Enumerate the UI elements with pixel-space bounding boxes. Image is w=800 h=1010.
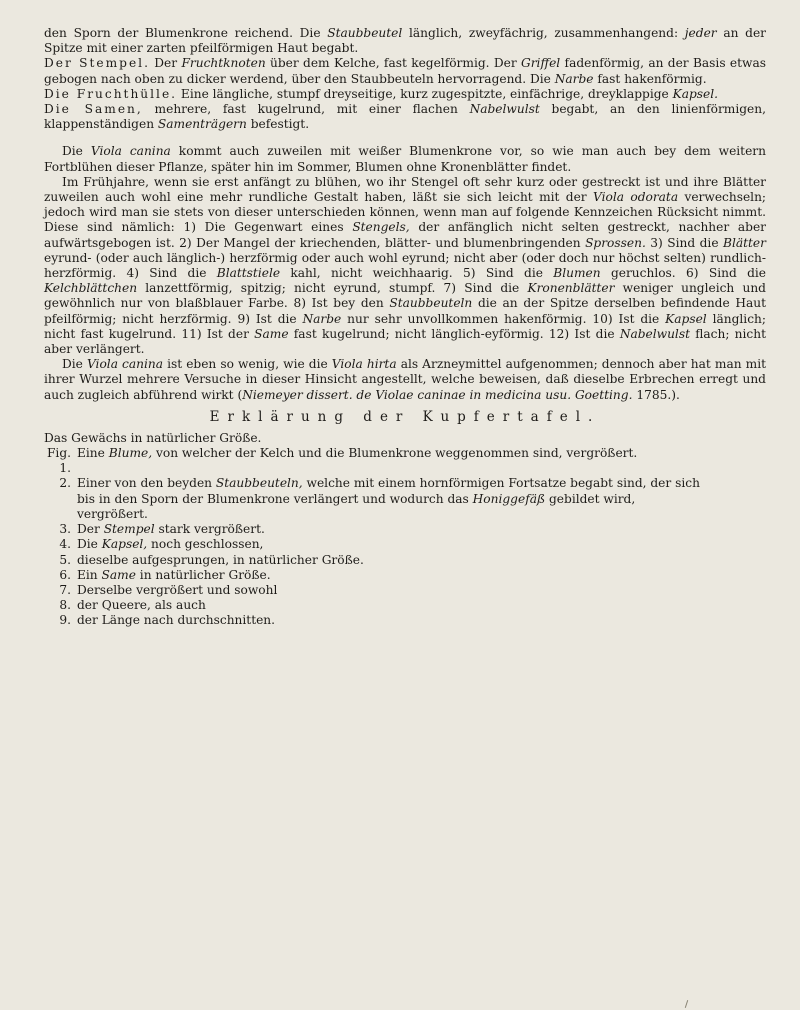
text: ist eben so wenig, wie die — [163, 357, 332, 372]
paper-speck — [685, 1000, 688, 1008]
text: die an der Spitze derselben befindende Haut pfeilförmig; nicht herzförmig. 9) Ist die — [44, 296, 766, 326]
text: kommt auch zuweilen mit weißer Blumenkrone vor, so wie man auch bey dem weitern Fortblühen dieser Pflanze, später hin im Sommer, Blumen ohne Kronenblätter findet. — [44, 144, 766, 174]
figure-caption — [77, 598, 766, 613]
text: Eine — [77, 446, 109, 461]
text: nur sehr unvollkommen hakenförmig. 10) Ist die — [341, 311, 666, 326]
figure-number: 8. — [59, 598, 71, 613]
text: Das Gewächs in natürlicher Größe. — [44, 430, 262, 445]
text: kahl, nicht weichhaarig. 5) Sind die — [280, 266, 554, 281]
text: geruchlos. 6) Sind die — [600, 266, 766, 281]
term-griffel: Griffel — [521, 56, 561, 71]
list-item — [44, 522, 766, 537]
text: Eine längliche, stumpf dreyseitige, kurz zugespitzte, einfächrige, dreyklappige — [177, 86, 673, 101]
text: Die — [62, 144, 91, 159]
text: Die — [62, 357, 87, 372]
list-item — [44, 537, 766, 552]
list-item — [44, 446, 766, 476]
term-blaetter: Blätter — [723, 235, 766, 250]
term-stempel: Stempel — [103, 522, 155, 537]
figure-number: Fig. 1. — [46, 446, 71, 476]
text: befestigt. — [246, 117, 310, 132]
term-same: Same — [101, 567, 136, 582]
term-kronenblaetter: Kronenblätter — [527, 281, 615, 296]
list-item — [44, 568, 766, 583]
citation: Niemeyer dissert. de Violae caninae in medicina usu. Goetting. — [242, 387, 633, 402]
text: den Sporn der Blumenkrone reichend. Die — [44, 26, 328, 40]
term-staubbeutel: Staubbeutel — [327, 26, 403, 40]
list-item — [44, 583, 766, 598]
term-nabelwulst: Nabelwulst — [469, 102, 540, 117]
text: an der Spitze mit einer zarten pfeilförmigen Haut begabt. — [44, 26, 766, 56]
figure-intro — [44, 431, 766, 446]
section-label-fruchthuelle: Die Fruchthülle. — [44, 86, 178, 101]
figure-caption — [77, 446, 766, 476]
plate-explanation-heading: Erklärung der Kupfertafel. — [209, 408, 601, 425]
text: lanzettförmig, spitzig; nicht eyrund, stumpf. 7) Sind die — [137, 281, 528, 296]
description-fruit — [44, 87, 766, 102]
term-honiggefaess: Honiggefäß — [472, 491, 546, 506]
figure-number: 7. — [59, 582, 71, 597]
paragraph-distinguishing-features — [44, 175, 766, 357]
list-item — [44, 598, 766, 613]
text: gebildet wird, vergrößert. — [77, 491, 636, 521]
figure-caption — [77, 537, 766, 552]
text: verwechseln; jedoch wird man sie stets von dieser unterschieden können, wenn man auf folgende Kennzeichen Rücksicht nimmt. Diese sind nämlich: 1) Die Gegenwart eines — [44, 190, 767, 235]
text: fadenförmig, an der Basis etwas gebogen nach oben zu dicker werdend, über den Staubbeuteln hervorragend. Die — [44, 56, 766, 86]
paragraph-white-variety — [44, 144, 766, 174]
text: fast kugelrund; nicht länglich-eyförmig. 12) Ist die — [288, 326, 620, 341]
text: Die — [77, 537, 102, 552]
text: Ein — [77, 567, 102, 582]
text: noch geschlossen, — [147, 537, 264, 552]
term-viola-canina: Viola canina — [86, 357, 163, 372]
text: Derselbe vergrößert und sowohl — [77, 582, 278, 597]
text: Einer von den beyden — [77, 476, 216, 491]
text: fast hakenförmig. — [593, 71, 707, 86]
text: welche mit einem hornförmigen Fortsatze begabt sind, der sich bis in den Sporn der Blumenkrone verlängert und wodurch das — [77, 476, 700, 506]
text: dieselbe aufgesprungen, in natürlicher Größe. — [77, 552, 364, 567]
term-viola-odorata: Viola odorata — [593, 190, 679, 205]
term-kapsel: Kapsel — [665, 311, 707, 326]
figure-caption — [77, 522, 766, 537]
description-pistil — [44, 56, 766, 86]
term-stengels: Stengels, — [352, 220, 410, 235]
term-blume: Blume, — [108, 446, 153, 461]
text: 1785.). — [632, 387, 680, 402]
term-jeder: jeder — [684, 26, 717, 40]
text: Im Frühjahre, wenn sie erst anfängt zu blühen, wo ihr Stengel oft sehr kurz oder gestreckt ist und ihre Blätter zuweilen auch wohl eine mehr rundliche Gestalt haben, läßt sie sich leicht mit der — [44, 174, 766, 205]
figure-list — [44, 446, 766, 628]
section-label-stempel: Der Stempel. — [44, 56, 150, 71]
text: begabt, an den linienförmigen, klappenständigen — [44, 102, 766, 132]
term-kapsel: Kapsel. — [672, 86, 719, 101]
term-narbe: Narbe — [302, 311, 342, 326]
list-item — [44, 613, 766, 628]
text: in natürlicher Größe. — [135, 567, 271, 582]
figure-caption — [77, 476, 766, 522]
section-label-samen: Die Samen, — [44, 102, 143, 117]
figure-caption — [77, 568, 766, 583]
figure-number: 4. — [59, 537, 71, 552]
term-blattstiele: Blattstiele — [216, 266, 281, 281]
term-staubbeuteln: Staubbeuteln, — [215, 476, 303, 491]
text: mehrere, fast kugelrund, mit einer flachen — [142, 102, 470, 117]
figure-number: 3. — [59, 522, 71, 537]
figure-number: 9. — [59, 613, 71, 628]
text: von welcher der Kelch und die Blumenkrone weggenommen sind, vergrößert. — [152, 446, 638, 461]
paragraph-medicinal-use — [44, 357, 766, 403]
term-staubbeuteln: Staubbeuteln — [389, 296, 473, 311]
term-kapsel: Kapsel, — [101, 537, 148, 552]
figure-caption — [77, 553, 766, 568]
spacer — [44, 132, 766, 144]
figure-number: 6. — [59, 567, 71, 582]
term-samentraegern: Samenträgern — [157, 117, 247, 132]
text: 3) Sind die — [645, 235, 724, 250]
text: Der — [149, 56, 182, 71]
figure-caption — [77, 613, 766, 628]
term-viola-canina: Viola canina — [90, 144, 171, 159]
text: Der — [77, 522, 104, 537]
text: der Länge nach durchschnitten. — [77, 613, 276, 628]
term-same: Same — [254, 326, 289, 341]
description-stamen — [44, 26, 766, 56]
text: der anfänglich nicht selten gestreckt, nachher aber aufwärtsgebogen ist. 2) Der Mangel der kriechenden, blätter- und blumenbringenden — [44, 220, 766, 250]
term-nabelwulst: Nabelwulst — [619, 326, 690, 341]
text: als Arzneymittel aufgenommen; dennoch aber hat man mit ihrer Wurzel mehrere Versuche in dieser Hinsicht angestellt, welche beweisen, daß dieselbe Erbrechen erregt und auch zugleich abführend wirkt ( — [44, 357, 766, 402]
text: weniger ungleich und gewöhnlich nur von blaßblauer Farbe. 8) Ist bey den — [44, 281, 766, 311]
figure-caption — [77, 583, 766, 598]
text: länglich, zweyfächrig, zusammenhangend: — [402, 26, 685, 40]
text: eyrund- (oder auch länglich-) herzförmig oder auch wohl eyrund; nicht aber (oder doch nur höchst selten) rundlich-herzförmig. 4) Sind die — [44, 250, 766, 281]
text: der Queere, als auch — [77, 598, 206, 613]
figure-number: 5. — [59, 552, 71, 567]
description-seeds — [44, 102, 766, 132]
term-narbe: Narbe — [554, 71, 594, 86]
text: stark vergrößert. — [154, 522, 265, 537]
text: länglich; nicht fast kugelrund. 11) Ist der — [44, 311, 766, 341]
figure-number: 2. — [59, 476, 71, 491]
text: über dem Kelche, fast kegelförmig. Der — [265, 56, 521, 71]
text: flach; nicht aber verlängert. — [44, 326, 766, 357]
term-viola-hirta: Viola hirta — [331, 357, 397, 372]
term-fruchtknoten: Fruchtknoten — [181, 56, 266, 71]
term-kelchblaettchen: Kelchblättchen — [44, 281, 138, 296]
term-sprossen: Sprossen. — [585, 235, 646, 250]
term-blumen: Blumen — [553, 266, 601, 281]
list-item — [44, 476, 766, 522]
list-item — [44, 553, 766, 568]
